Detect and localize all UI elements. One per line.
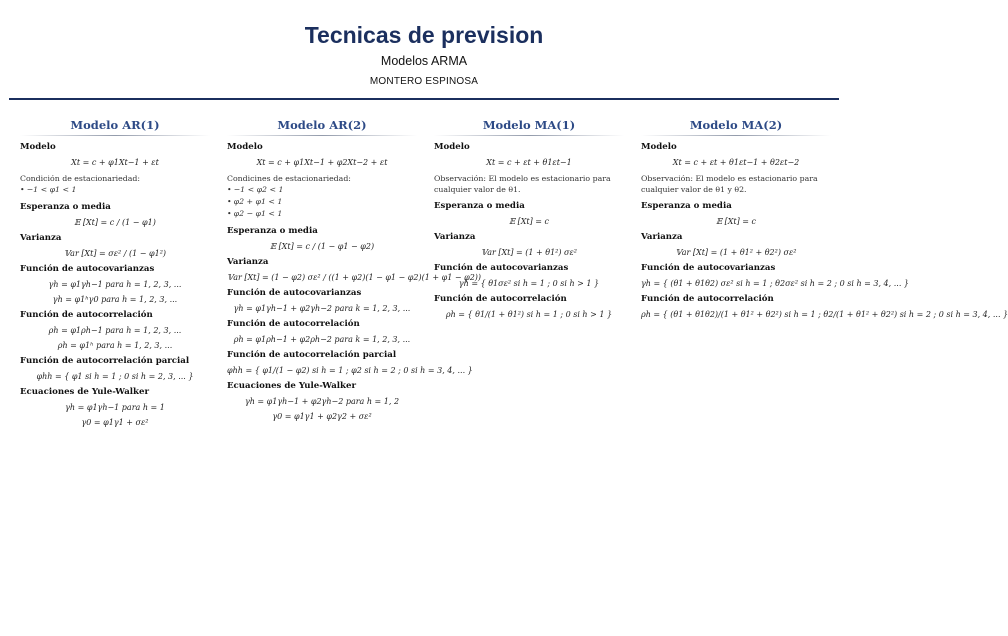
column-heading-underline xyxy=(641,135,831,136)
condition-text: −1 < φ1 < 1 xyxy=(26,185,77,194)
section-heading: Función de autocorrelación xyxy=(20,310,153,320)
section-heading: Función de autocorrelación xyxy=(434,294,567,304)
section-heading: Esperanza o media xyxy=(434,201,525,211)
formula: γh = φ1γh−1 para h = 1 xyxy=(65,403,165,412)
column-ma2 xyxy=(641,118,1008,325)
column-heading-underline xyxy=(434,135,624,136)
section-heading: Función de autocovarianzas xyxy=(20,264,155,274)
section-heading: Función de autocovarianzas xyxy=(641,263,776,273)
formula: Xt = c + εt + θ1εt−1 xyxy=(486,158,572,167)
section-heading: Función de autocovarianzas xyxy=(227,288,362,298)
note-text: Observación: El modelo es estacionario para cualquier valor de θ1. xyxy=(434,174,611,194)
column-heading-underline xyxy=(227,135,417,136)
condition-bullet xyxy=(227,208,417,220)
author-name: MONTERO ESPINOSA xyxy=(369,76,479,87)
formula: γh = φ1γh−1 + φ2γh−2 para h = 1, 2 xyxy=(244,397,400,406)
section-heading: Función de autocorrelación xyxy=(227,319,360,329)
formula: ρh = φ1ʰ para h = 1, 2, 3, ... xyxy=(57,341,173,350)
section-heading: Función de autocorrelación parcial xyxy=(227,350,397,360)
column-ar1 xyxy=(20,118,210,433)
formula: ρh = { (θ1 + θ1θ2)/(1 + θ1² + θ2²) si h = 1 ; θ2/(1 + θ1² + θ2²) si h = 2 ; 0 si h = 3, 4, ... } xyxy=(641,310,1008,319)
condition-text: φ2 − φ1 < 1 xyxy=(233,209,283,218)
section-heading: Modelo xyxy=(227,142,263,152)
formula: 𝕍ar [Xt] = (1 + θ1²) σε² xyxy=(480,248,578,257)
column-heading: Modelo MA(2) xyxy=(689,118,783,132)
formula: 𝕍ar [Xt] = (1 − φ2) σε² / ((1 + φ2)(1 − φ1 − φ2)(1 + φ1 − φ2)) xyxy=(227,273,482,282)
column-heading: Modelo MA(1) xyxy=(482,118,576,132)
section-heading: Varianza xyxy=(641,232,683,242)
formula: 𝕍ar [Xt] = (1 + θ1² + θ2²) σε² xyxy=(675,248,797,257)
condition-text: φ2 + φ1 < 1 xyxy=(233,197,283,206)
section-heading: Modelo xyxy=(641,142,677,152)
page-subtitle: Modelos ARMA xyxy=(380,54,468,68)
formula: γh = φ1ʰγ0 para h = 1, 2, 3, ... xyxy=(52,295,178,304)
formula: 𝔼 [Xt] = c xyxy=(508,217,550,226)
section-heading: Modelo xyxy=(434,142,470,152)
formula: φhh = { φ1 si h = 1 ; 0 si h = 2, 3, ... } xyxy=(36,372,194,381)
formula: 𝔼 [Xt] = c xyxy=(715,217,757,226)
section-heading: Esperanza o media xyxy=(227,226,318,236)
formula: γh = φ1γh−1 para h = 1, 2, 3, ... xyxy=(48,280,182,289)
column-ar2 xyxy=(227,118,482,427)
formula: γ0 = φ1γ1 + φ2γ2 + σε² xyxy=(272,412,372,421)
formula: ρh = φ1ρh−1 + φ2ρh−2 para k = 1, 2, 3, ... xyxy=(233,335,411,344)
bullet-icon: • xyxy=(227,209,232,218)
section-heading: Ecuaciones de Yule-Walker xyxy=(227,381,356,391)
note-text: Condicines de estacionariedad: xyxy=(227,174,351,183)
column-heading-underline xyxy=(20,135,210,136)
formula: 𝔼 [Xt] = c / (1 − φ1) xyxy=(74,218,156,227)
section-heading: Varianza xyxy=(434,232,476,242)
column-heading: Modelo AR(2) xyxy=(277,118,367,132)
section-heading: Función de autocorrelación parcial xyxy=(20,356,190,366)
bullet-icon: • xyxy=(20,185,25,194)
section-heading: Varianza xyxy=(20,233,62,243)
section-heading: Función de autocorrelación xyxy=(641,294,774,304)
note-text: Condición de estacionariedad: xyxy=(20,174,141,183)
column-ma1 xyxy=(434,118,624,325)
formula: ρh = { θ1/(1 + θ1²) si h = 1 ; 0 si h > 1 } xyxy=(445,310,613,319)
bullet-icon: • xyxy=(227,185,232,194)
column-heading: Modelo AR(1) xyxy=(70,118,160,132)
formula: γh = { θ1σε² si h = 1 ; 0 si h > 1 } xyxy=(458,279,600,288)
bullet-icon: • xyxy=(227,197,232,206)
condition-bullet xyxy=(20,184,210,196)
header-divider xyxy=(9,98,839,100)
formula: ρh = φ1ρh−1 para h = 1, 2, 3, ... xyxy=(48,326,182,335)
formula: 𝔼 [Xt] = c / (1 − φ1 − φ2) xyxy=(269,242,375,251)
section-heading: Esperanza o media xyxy=(641,201,732,211)
condition-text: −1 < φ2 < 1 xyxy=(233,185,284,194)
condition-bullet xyxy=(227,184,417,196)
formula: φhh = { φ1/(1 − φ2) si h = 1 ; φ2 si h = 2 ; 0 si h = 3, 4, ... } xyxy=(227,366,473,375)
page-title: Tecnicas de prevision xyxy=(304,22,544,48)
section-heading: Modelo xyxy=(20,142,56,152)
formula: γ0 = φ1γ1 + σε² xyxy=(81,418,149,427)
section-heading: Varianza xyxy=(227,257,269,267)
formula: Xt = c + εt + θ1εt−1 + θ2εt−2 xyxy=(672,158,800,167)
section-heading: Esperanza o media xyxy=(20,202,111,212)
formula: γh = { (θ1 + θ1θ2) σε² si h = 1 ; θ2σε² si h = 2 ; 0 si h = 3, 4, ... } xyxy=(641,279,909,288)
formula: Xt = c + φ1Xt−1 + εt xyxy=(71,158,159,167)
section-heading: Ecuaciones de Yule-Walker xyxy=(20,387,149,397)
section-heading: Función de autocovarianzas xyxy=(434,263,569,273)
condition-bullet xyxy=(227,196,417,208)
formula: γh = φ1γh−1 + φ2γh−2 para k = 1, 2, 3, ... xyxy=(233,304,411,313)
formula: 𝕍ar [Xt] = σε² / (1 − φ1²) xyxy=(63,249,167,258)
formula: Xt = c + φ1Xt−1 + φ2Xt−2 + εt xyxy=(256,158,388,167)
note-text: Observación: El modelo es estacionario para cualquier valor de θ1 y θ2. xyxy=(641,174,818,194)
